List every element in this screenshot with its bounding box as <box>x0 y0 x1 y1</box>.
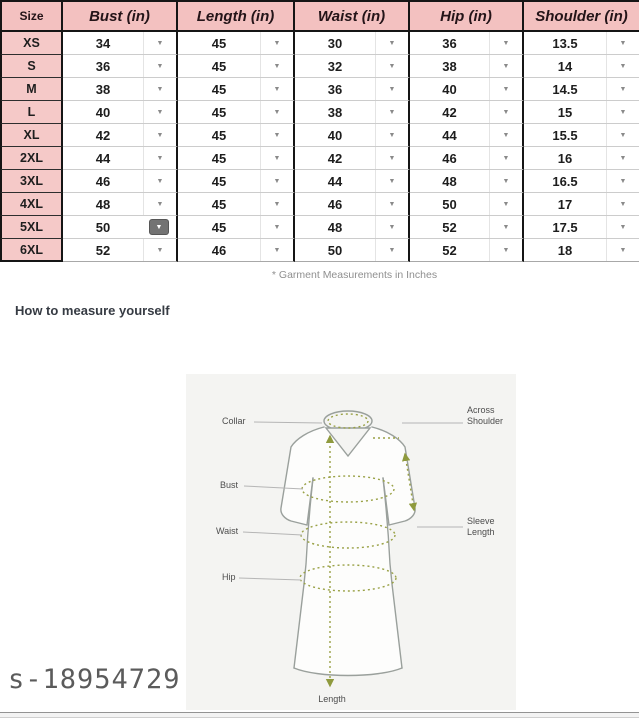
cell-value: 45 <box>211 127 227 143</box>
cell-value: 17 <box>557 196 573 212</box>
cell-value: 34 <box>95 35 111 51</box>
column-header-size: Size <box>0 2 63 32</box>
cell-2xl-waist <box>295 147 410 170</box>
dropdown-arrow-icon[interactable]: ▼ <box>606 101 639 123</box>
cell-value: 50 <box>95 219 111 235</box>
cell-xs-hip <box>410 32 524 55</box>
dropdown-arrow-icon[interactable]: ▼ <box>489 32 522 54</box>
column-header-shoulder-in: Shoulder (in) <box>524 2 639 32</box>
length-label: Length <box>318 694 346 704</box>
dropdown-arrow-icon[interactable]: ▼ <box>143 124 176 146</box>
cell-3xl-bust <box>63 170 178 193</box>
cell-value: 50 <box>327 242 343 258</box>
size-label-5xl: 5XL <box>0 216 63 239</box>
dropdown-arrow-icon[interactable]: ▼ <box>375 55 408 77</box>
cell-value: 30 <box>327 35 343 51</box>
dropdown-arrow-icon[interactable]: ▼ <box>260 32 293 54</box>
cell-value: 38 <box>327 104 343 120</box>
size-label-xl: XL <box>0 124 63 147</box>
dropdown-arrow-icon[interactable]: ▼ <box>143 78 176 100</box>
cell-3xl-waist <box>295 170 410 193</box>
cell-value: 15 <box>557 104 573 120</box>
cell-m-waist <box>295 78 410 101</box>
bottom-bar <box>0 712 639 718</box>
waist-label: Waist <box>216 526 239 536</box>
dropdown-arrow-icon[interactable]: ▼ <box>375 170 408 192</box>
cell-2xl-hip <box>410 147 524 170</box>
cell-value: 38 <box>442 58 457 74</box>
cell-xl-waist <box>295 124 410 147</box>
size-chart-table <box>0 0 639 262</box>
cell-value: 36 <box>442 35 457 51</box>
dropdown-arrow-icon[interactable]: ▼ <box>375 239 408 261</box>
cell-5xl-waist <box>295 216 410 239</box>
cell-l-length <box>178 101 295 124</box>
cell-value: 44 <box>327 173 343 189</box>
size-label-2xl: 2XL <box>0 147 63 170</box>
cell-value: 42 <box>95 127 111 143</box>
dropdown-arrow-icon[interactable]: ▼ <box>260 147 293 169</box>
dropdown-arrow-icon[interactable]: ▼ <box>489 101 522 123</box>
dropdown-arrow-icon[interactable]: ▼ <box>489 55 522 77</box>
garment-body-fill <box>281 427 415 675</box>
cell-value: 50 <box>442 196 457 212</box>
dropdown-arrow-icon[interactable]: ▼ <box>260 78 293 100</box>
cell-value: 45 <box>211 104 227 120</box>
cell-value: 45 <box>211 219 227 235</box>
dropdown-arrow-icon[interactable]: ▼ <box>143 101 176 123</box>
dropdown-arrow-icon[interactable]: ▼ <box>375 216 408 238</box>
cell-value: 44 <box>95 150 111 166</box>
size-label-m: M <box>0 78 63 101</box>
size-label-xs: XS <box>0 32 63 55</box>
watermark: s-18954729 <box>8 664 181 695</box>
cell-value: 45 <box>211 81 227 97</box>
collar-label: Collar <box>222 416 246 426</box>
dropdown-arrow-icon[interactable]: ▼ <box>606 216 639 238</box>
cell-value: 13.5 <box>552 35 578 51</box>
size-label-s: S <box>0 55 63 78</box>
dropdown-arrow-icon[interactable]: ▼ <box>489 239 522 261</box>
dropdown-arrow-icon[interactable]: ▼ <box>606 239 639 261</box>
how-to-measure-heading: How to measure yourself <box>15 303 170 318</box>
column-header-length-in: Length (in) <box>178 2 295 32</box>
cell-value: 14.5 <box>552 81 578 97</box>
cell-value: 42 <box>327 150 343 166</box>
cell-value: 46 <box>442 150 457 166</box>
dropdown-arrow-icon[interactable]: ▼ <box>375 101 408 123</box>
cell-m-shoulder <box>524 78 639 101</box>
cell-l-waist <box>295 101 410 124</box>
cell-5xl-bust <box>63 216 178 239</box>
cell-value: 48 <box>442 173 457 189</box>
measurement-diagram <box>186 374 516 710</box>
dropdown-arrow-icon[interactable]: ▼ <box>606 55 639 77</box>
dropdown-arrow-icon[interactable]: ▼ <box>143 147 176 169</box>
cell-value: 44 <box>442 127 457 143</box>
cell-s-waist <box>295 55 410 78</box>
sleeve-length-label: Sleeve Length <box>467 516 495 537</box>
dropdown-arrow-icon[interactable]: ▼ <box>143 239 176 261</box>
cell-5xl-length <box>178 216 295 239</box>
cell-value: 40 <box>442 81 457 97</box>
column-header-bust-in: Bust (in) <box>63 2 178 32</box>
column-header-hip-in: Hip (in) <box>410 2 524 32</box>
cell-5xl-shoulder <box>524 216 639 239</box>
dropdown-arrow-icon[interactable]: ▼ <box>606 32 639 54</box>
cell-xs-waist <box>295 32 410 55</box>
cell-s-shoulder <box>524 55 639 78</box>
dropdown-arrow-icon[interactable]: ▼ <box>606 124 639 146</box>
dropdown-arrow-icon[interactable]: ▼ <box>375 32 408 54</box>
cell-value: 16 <box>557 150 573 166</box>
dropdown-arrow-icon[interactable]: ▼ <box>375 147 408 169</box>
cell-4xl-hip <box>410 193 524 216</box>
cell-6xl-waist <box>295 239 410 262</box>
cell-m-bust <box>63 78 178 101</box>
cell-value: 46 <box>95 173 111 189</box>
dropdown-arrow-icon[interactable]: ▼ <box>143 170 176 192</box>
cell-value: 38 <box>95 81 111 97</box>
cell-value: 42 <box>442 104 457 120</box>
dropdown-arrow-icon[interactable]: ▼ <box>606 147 639 169</box>
cell-value: 18 <box>557 242 573 258</box>
across-shoulder-label: Across Shoulder <box>467 405 504 426</box>
dropdown-arrow-icon[interactable]: ▼ <box>489 170 522 192</box>
cell-value: 32 <box>327 58 343 74</box>
dropdown-arrow-icon[interactable]: ▼ <box>375 124 408 146</box>
dropdown-arrow-icon[interactable]: ▼ <box>606 193 639 215</box>
dropdown-arrow-icon[interactable]: ▼ <box>489 78 522 100</box>
dropdown-arrow-icon[interactable]: ▼ <box>606 78 639 100</box>
cell-4xl-shoulder <box>524 193 639 216</box>
dropdown-arrow-icon[interactable]: ▼ <box>489 147 522 169</box>
cell-xl-length <box>178 124 295 147</box>
cell-xl-shoulder <box>524 124 639 147</box>
dropdown-arrow-icon[interactable]: ▼ <box>260 170 293 192</box>
cell-6xl-bust <box>63 239 178 262</box>
cell-value: 36 <box>327 81 343 97</box>
cell-s-hip <box>410 55 524 78</box>
dropdown-arrow-icon[interactable]: ▼ <box>375 78 408 100</box>
dropdown-arrow-icon[interactable]: ▼ <box>489 124 522 146</box>
cell-2xl-shoulder <box>524 147 639 170</box>
dropdown-arrow-icon[interactable]: ▼ <box>143 55 176 77</box>
size-label-l: L <box>0 101 63 124</box>
cell-2xl-length <box>178 147 295 170</box>
cell-value: 52 <box>95 242 111 258</box>
cell-value: 48 <box>327 219 343 235</box>
cell-value: 45 <box>211 58 227 74</box>
cell-value: 40 <box>327 127 343 143</box>
cell-6xl-shoulder <box>524 239 639 262</box>
cell-3xl-length <box>178 170 295 193</box>
cell-value: 45 <box>211 173 227 189</box>
size-label-3xl: 3XL <box>0 170 63 193</box>
dropdown-arrow-icon[interactable]: ▼ <box>260 101 293 123</box>
cell-value: 52 <box>442 219 457 235</box>
cell-value: 45 <box>211 196 227 212</box>
cell-value: 15.5 <box>552 127 578 143</box>
measurements-note: * Garment Measurements in Inches <box>271 269 438 281</box>
cell-5xl-hip <box>410 216 524 239</box>
cell-value: 14 <box>557 58 573 74</box>
cell-value: 16.5 <box>552 173 578 189</box>
cell-xl-bust <box>63 124 178 147</box>
size-label-4xl: 4XL <box>0 193 63 216</box>
cell-3xl-hip <box>410 170 524 193</box>
dropdown-arrow-icon[interactable]: ▼ <box>149 219 169 235</box>
hip-label: Hip <box>222 572 236 582</box>
cell-4xl-bust <box>63 193 178 216</box>
dropdown-arrow-icon[interactable]: ▼ <box>143 193 176 215</box>
cell-3xl-shoulder <box>524 170 639 193</box>
dropdown-arrow-icon[interactable]: ▼ <box>489 216 522 238</box>
dropdown-arrow-icon[interactable]: ▼ <box>606 170 639 192</box>
cell-4xl-length <box>178 193 295 216</box>
dropdown-arrow-icon[interactable]: ▼ <box>260 124 293 146</box>
collar-measure-line <box>328 414 368 428</box>
cell-s-length <box>178 55 295 78</box>
cell-value: 45 <box>211 150 227 166</box>
cell-xs-length <box>178 32 295 55</box>
dropdown-arrow-icon[interactable]: ▼ <box>260 216 293 238</box>
cell-6xl-hip <box>410 239 524 262</box>
cell-m-hip <box>410 78 524 101</box>
cell-value: 36 <box>95 58 111 74</box>
cell-value: 17.5 <box>552 219 578 235</box>
cell-6xl-length <box>178 239 295 262</box>
cell-value: 40 <box>95 104 111 120</box>
size-label-6xl: 6XL <box>0 239 63 262</box>
dropdown-arrow-icon[interactable]: ▼ <box>143 32 176 54</box>
cell-4xl-waist <box>295 193 410 216</box>
cell-xs-shoulder <box>524 32 639 55</box>
cell-value: 46 <box>211 242 227 258</box>
cell-2xl-bust <box>63 147 178 170</box>
dropdown-arrow-icon[interactable]: ▼ <box>260 55 293 77</box>
cell-value: 48 <box>95 196 111 212</box>
cell-l-shoulder <box>524 101 639 124</box>
cell-xl-hip <box>410 124 524 147</box>
cell-l-bust <box>63 101 178 124</box>
dropdown-arrow-icon[interactable]: ▼ <box>375 193 408 215</box>
cell-s-bust <box>63 55 178 78</box>
cell-xs-bust <box>63 32 178 55</box>
dropdown-arrow-icon[interactable]: ▼ <box>260 239 293 261</box>
cell-l-hip <box>410 101 524 124</box>
column-header-waist-in: Waist (in) <box>295 2 410 32</box>
cell-value: 46 <box>327 196 343 212</box>
dropdown-arrow-icon[interactable]: ▼ <box>489 193 522 215</box>
cell-m-length <box>178 78 295 101</box>
dropdown-arrow-icon[interactable]: ▼ <box>260 193 293 215</box>
bust-label: Bust <box>220 480 239 490</box>
cell-value: 45 <box>211 35 227 51</box>
cell-value: 52 <box>442 242 457 258</box>
